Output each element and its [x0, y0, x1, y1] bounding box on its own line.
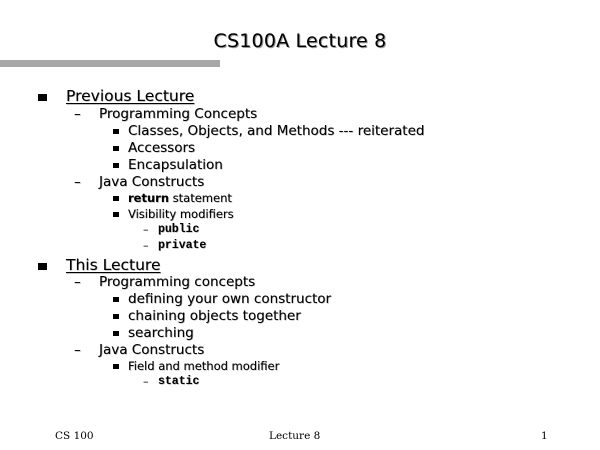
- footer-page-number: 1: [541, 430, 548, 442]
- dash-bullet-icon: –: [143, 223, 149, 236]
- square-bullet-icon: [113, 163, 119, 168]
- list-item: Visibility modifiers: [128, 207, 234, 221]
- dash-bullet-icon: –: [143, 239, 149, 252]
- group-label: Java Constructs: [99, 174, 205, 190]
- square-bullet-icon: [113, 129, 119, 134]
- list-item: Accessors: [128, 140, 196, 156]
- square-bullet-icon: [113, 297, 119, 302]
- slide-title: CS100A Lecture 8: [213, 30, 387, 52]
- group-label: Programming concepts: [99, 274, 256, 290]
- list-item: static: [158, 375, 200, 388]
- section-heading-previous: Previous Lecture: [66, 87, 195, 105]
- footer-lecture: Lecture 8: [269, 430, 321, 442]
- return-suffix: statement: [169, 191, 232, 205]
- list-item: chaining objects together: [128, 308, 301, 324]
- list-item: Encapsulation: [128, 157, 223, 173]
- list-item: Classes, Objects, and Methods --- reiterated: [128, 123, 425, 139]
- footer-course: CS 100: [55, 430, 94, 442]
- dash-bullet-icon: –: [74, 106, 81, 122]
- dash-bullet-icon: –: [143, 375, 149, 388]
- square-bullet-icon: [113, 146, 119, 151]
- square-bullet-icon: [38, 94, 47, 101]
- list-item: private: [158, 239, 207, 252]
- list-item: searching: [128, 325, 194, 341]
- title-underline-bar: [0, 60, 220, 67]
- square-bullet-icon: [113, 364, 119, 369]
- list-item: [128, 193, 232, 205]
- list-item: public: [158, 223, 200, 236]
- return-keyword: return: [128, 191, 170, 205]
- square-bullet-icon: [113, 314, 119, 319]
- list-item: Field and method modifier: [128, 359, 280, 373]
- square-bullet-icon: [113, 331, 119, 336]
- list-item: defining your own constructor: [128, 291, 332, 307]
- square-bullet-icon: [113, 196, 119, 201]
- group-label: Java Constructs: [99, 342, 205, 358]
- section-heading-this: This Lecture: [66, 256, 161, 274]
- dash-bullet-icon: –: [74, 342, 81, 358]
- dash-bullet-icon: –: [74, 174, 81, 190]
- square-bullet-icon: [113, 212, 119, 217]
- group-label: Programming Concepts: [99, 106, 258, 122]
- dash-bullet-icon: –: [74, 274, 81, 290]
- square-bullet-icon: [38, 263, 47, 270]
